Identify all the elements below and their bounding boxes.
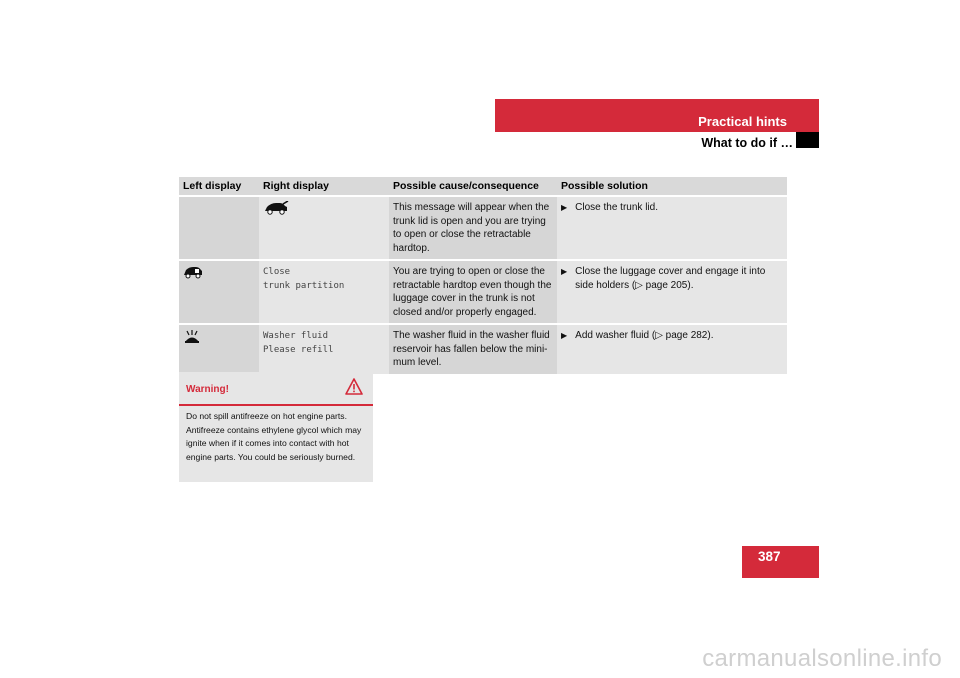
warning-box <box>179 372 373 482</box>
page-number: 387 <box>758 549 781 564</box>
warning-triangle-icon <box>345 378 363 400</box>
page-subtitle: What to do if … <box>701 136 793 150</box>
warning-text: Do not spill antifreeze on hot engine parts. Antifreeze contains ethylene glycol which may ignite when if it comes into contact with hot engine parts. You could be seriously burned. <box>186 411 362 463</box>
troubleshooting-table <box>179 177 787 376</box>
washer-fluid-icon <box>183 329 201 350</box>
solution-cell <box>557 260 787 324</box>
header-tab-marker <box>796 132 819 148</box>
table-row <box>179 196 787 260</box>
solution-text: Close the trunk lid. <box>575 202 658 213</box>
table-row <box>179 324 787 375</box>
header-banner <box>495 99 819 132</box>
left-display-cell <box>179 196 259 260</box>
left-display-cell <box>179 324 259 375</box>
cause-cell: This message will appear when the trunk lid is open and you are trying to open or close the retractable hardtop. <box>389 196 557 260</box>
right-display-cell <box>259 324 389 375</box>
cause-cell: You are trying to open or close the retractable hardtop even though the luggage cover in the trunk is not closed and/or properly engaged. <box>389 260 557 324</box>
warning-header <box>179 372 373 406</box>
right-display-cell <box>259 196 389 260</box>
solution-cell <box>557 196 787 260</box>
convertible-trunk-partition-icon <box>183 265 203 284</box>
right-display-text: Close trunk partition <box>263 267 345 291</box>
col-header-right-display: Right display <box>259 177 389 196</box>
bullet-arrow-icon: ▶ <box>561 267 568 276</box>
solution-text: Close the luggage cover and engage it into side holders (▷ page 205). <box>575 266 766 291</box>
right-display-text: Washer fluid Please refill <box>263 331 334 355</box>
page-number-box <box>742 546 819 578</box>
right-display-cell <box>259 260 389 324</box>
table-row <box>179 260 787 324</box>
cause-cell: The washer fluid in the washer fluid reservoir has fallen below the mini-mum level. <box>389 324 557 375</box>
bullet-arrow-icon: ▶ <box>561 203 568 212</box>
col-header-cause: Possible cause/consequence <box>389 177 557 196</box>
convertible-trunk-open-icon <box>263 201 289 220</box>
col-header-solution: Possible solution <box>557 177 787 196</box>
section-title: Practical hints <box>698 114 787 129</box>
solution-cell <box>557 324 787 375</box>
watermark: carmanualsonline.info <box>702 645 942 672</box>
left-display-cell <box>179 260 259 324</box>
bullet-arrow-icon: ▶ <box>561 331 568 340</box>
warning-title: Warning! <box>186 384 229 395</box>
solution-text: Add washer fluid (▷ page 282). <box>575 330 714 341</box>
col-header-left-display: Left display <box>179 177 259 196</box>
table-header-row <box>179 177 787 196</box>
